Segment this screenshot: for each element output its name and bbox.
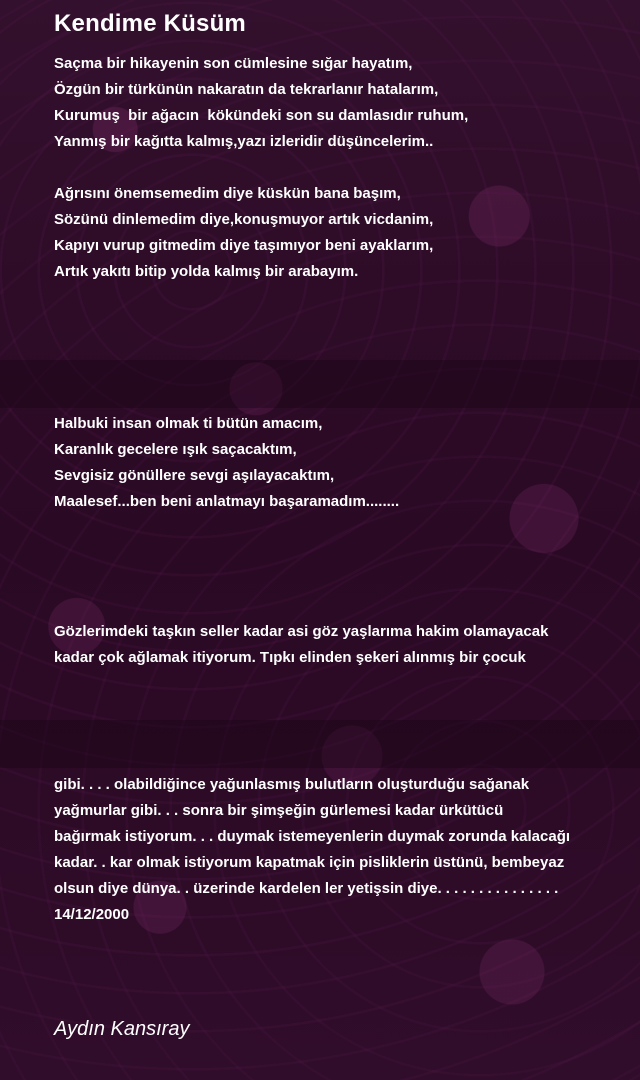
stanza-5 (54, 772, 614, 928)
decorative-band (0, 360, 640, 408)
poem-line: Saçma bir hikayenin son cümlesine sığar hayatım, (54, 55, 413, 72)
poem-line: Artık yakıtı bitip yolda kalmış bir arabayım. (54, 263, 359, 280)
poem-title: Kendime Küsüm (54, 10, 246, 37)
poem-line: Karanlık gecelere ışık saçacaktım, (54, 441, 297, 458)
poem-line: Gözlerimdeki taşkın seller kadar asi göz yaşlarıma hakim olamayacak (54, 623, 549, 640)
poem-line: Maalesef...ben beni anlatmayı başaramadım........ (54, 493, 400, 510)
poem-line: Kurumuş bir ağacın kökündeki son su damlasıdır ruhum, (54, 107, 469, 124)
stanza-2 (54, 181, 614, 285)
poem-line: Halbuki insan olmak ti bütün amacım, (54, 415, 323, 432)
poem-line: Özgün bir türkünün nakaratın da tekrarlanır hatalarım, (54, 81, 439, 98)
stanza-3 (54, 411, 614, 515)
poem-line: Yanmış bir kağıtta kalmış,yazı izleridir düşüncelerim.. (54, 133, 434, 150)
poem-line: Sözünü dinlemedim diye,konuşmuyor artık vicdanim, (54, 211, 434, 228)
poem-line: kadar çok ağlamak itiyorum. Tıpkı elinden şekeri alınmış bir çocuk (54, 649, 526, 666)
poem-line: kadar. . kar olmak istiyorum kapatmak için pisliklerin üstünü, bembeyaz (54, 854, 565, 871)
poem-author: Aydın Kansıray (54, 1018, 190, 1040)
poem-line: yağmurlar gibi. . . sonra bir şimşeğin gürlemesi kadar ürkütücü (54, 802, 504, 819)
poem-line: Kapıyı vurup gitmedim diye taşımıyor beni ayaklarım, (54, 237, 434, 254)
decorative-band (0, 720, 640, 768)
stanza-4 (54, 619, 614, 671)
poem-line: gibi. . . . olabildiğince yağunlasmış bulutların oluşturduğu sağanak (54, 776, 530, 793)
poem-line: olsun diye dünya. . üzerinde kardelen ler yetişsin diye. . . . . . . . . . . . . . . (54, 880, 559, 897)
poem-line: Ağrısını önemsemedim diye küskün bana başım, (54, 185, 401, 202)
poem-date: 14/12/2000 (54, 906, 130, 923)
poem-line: bağırmak istiyorum. . . duymak istemeyenlerin duymak zorunda kalacağı (54, 828, 571, 845)
poem-line: Sevgisiz gönüllere sevgi aşılayacaktım, (54, 467, 335, 484)
stanza-1 (54, 51, 614, 155)
